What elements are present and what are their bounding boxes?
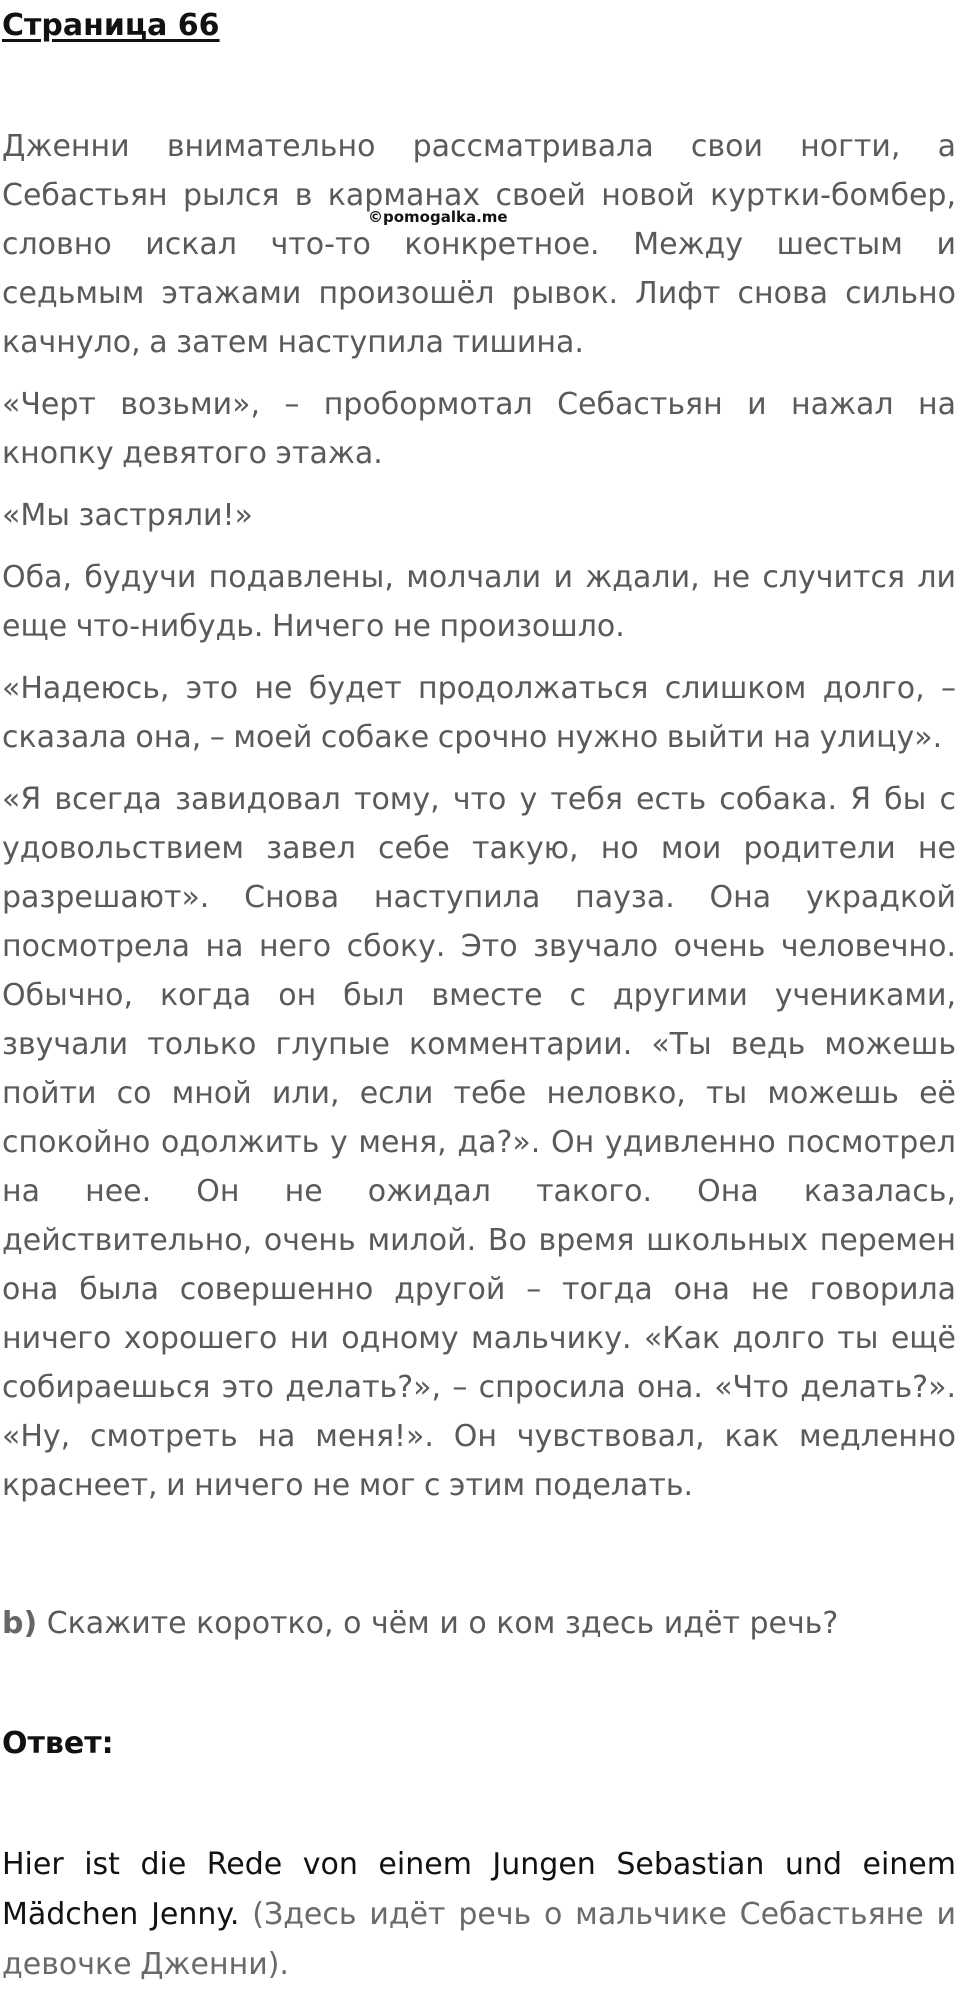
page-title: Страница 66 — [2, 8, 220, 43]
answer-german: Hier ist die Rede von einem Jungen Sebastian und einem Mädchen Jenny. — [2, 1847, 956, 1932]
answer-label: Ответ: — [2, 1726, 114, 1761]
question — [2, 1600, 956, 1648]
story-paragraph: Дженни внимательно рассматривала свои ногти, а Себастьян рылся в карманах своей новой куртки-бомбер, словно искал что-то конкретное. Между шестым и седьмым этажами произошёл рывок. Лифт снова сильно качнуло, а затем наступила тишина. — [2, 129, 956, 360]
story-paragraph: «Черт возьми», – пробормотал Себастьян и нажал на кнопку девятого этажа. — [2, 387, 956, 471]
story-paragraph: «Надеюсь, это не будет продолжаться слишком долго, – сказала она, – моей собаке срочно нужно выйти на улицу». — [2, 671, 956, 755]
watermark: ©pomogalka.me — [368, 208, 508, 226]
answer-translation: (Здесь идёт речь о мальчике Себастьяне и девочке Дженни). — [2, 1897, 957, 1982]
answer-text — [2, 1840, 956, 1990]
story-text — [2, 122, 956, 1523]
question-letter: b) — [2, 1606, 38, 1641]
question-text: Скажите коротко, о чём и о ком здесь идёт речь? — [46, 1606, 839, 1641]
story-paragraph: «Мы застряли!» — [2, 498, 253, 533]
story-paragraph: «Я всегда завидовал тому, что у тебя есть собака. Я бы с удовольствием завел себе такую, но мои родители не разрешают». Снова наступила пауза. Она украдкой посмотрела на него сбоку. Это звучало очень человечно. Обычно, когда он был вместе с другими учениками, звучали только глупые комментарии. «Ты ведь можешь пойти со мной или, если тебе неловко, ты можешь её спокойно одолжить у меня, да?». Он удивленно посмотрел на нее. Он не ожидал такого. Она казалась, действительно, очень милой. Во время школьных перемен она была совершенно другой – тогда она не говорила ничего хорошего ни одному мальчику. «Как долго ты ещё собираешься это делать?», – спросила она. «Что делать?». «Ну, смотреть на меня!». Он чувствовал, как медленно краснеет, и ничего не мог с этим поделать. — [2, 782, 956, 1503]
story-paragraph: Оба, будучи подавлены, молчали и ждали, не случится ли еще что-нибудь. Ничего не произошло. — [2, 560, 956, 644]
